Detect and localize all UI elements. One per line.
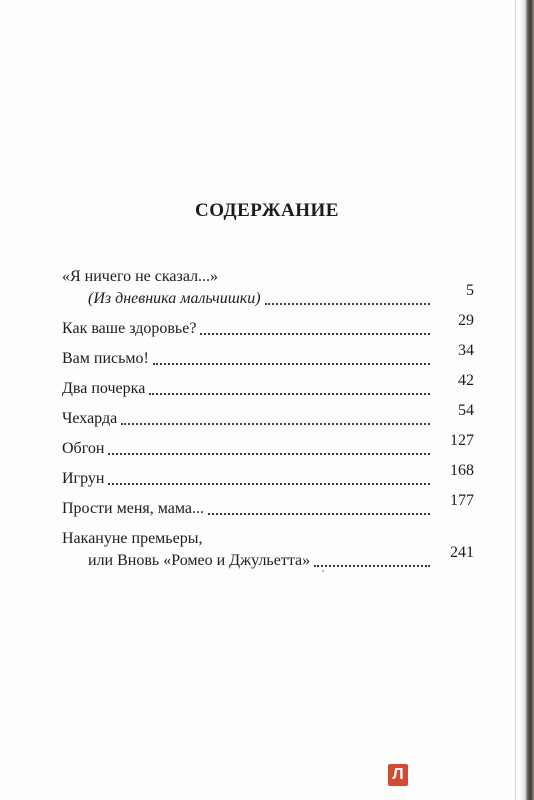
toc-entry [62,266,474,310]
toc-entry-title: Накануне премьеры, [62,530,203,547]
toc-entry [62,372,474,400]
toc-page-number: 5 [466,282,474,299]
toc-entry-subtitle: (Из дневника мальчишки) [88,290,261,307]
paper-speck [322,570,324,572]
toc-entry-title: Как ваше здоровье? [62,320,197,337]
dot-leader [149,393,430,395]
toc-entry-subtitle: или Вновь «Ромео и Джульетта» [88,552,311,569]
toc-entry [62,342,474,370]
toc-entry [62,528,474,572]
dot-leader [108,483,430,485]
toc-title: СОДЕРЖАНИЕ [195,200,339,221]
toc-page-number: 168 [450,462,474,479]
book-spine [520,0,534,800]
dot-leader [108,453,430,455]
dot-leader [208,513,430,515]
toc-entry-title: Игрун [62,470,105,487]
toc-page-number: 127 [450,432,474,449]
toc-entry-title: Вам письмо! [62,350,149,367]
toc-entry-title: Чехарда [62,410,118,427]
labirint-logo-icon: Л [388,764,408,786]
toc-page-number: 241 [450,544,474,561]
toc-entry-title: «Я ничего не сказал...» [62,268,219,285]
toc-entry-title: Два почерка [62,380,146,397]
toc-entry [62,492,474,520]
dot-leader [121,423,430,425]
toc-entry [62,432,474,460]
toc-page-number: 177 [450,492,474,509]
toc-page-number: 29 [458,312,474,329]
dot-leader [200,333,430,335]
table-of-contents [62,266,474,580]
dot-leader [265,303,430,305]
page-edge-line [515,0,516,800]
dot-leader [314,565,430,567]
dot-leader [153,363,430,365]
toc-entry-title: Обгон [62,440,105,457]
toc-page-number: 42 [458,372,474,389]
toc-page-number: 54 [458,402,474,419]
toc-entry [62,402,474,430]
toc-entry [62,462,474,490]
toc-entry [62,312,474,340]
toc-entry-title: Прости меня, мама... [62,500,204,517]
toc-page-number: 34 [458,342,474,359]
